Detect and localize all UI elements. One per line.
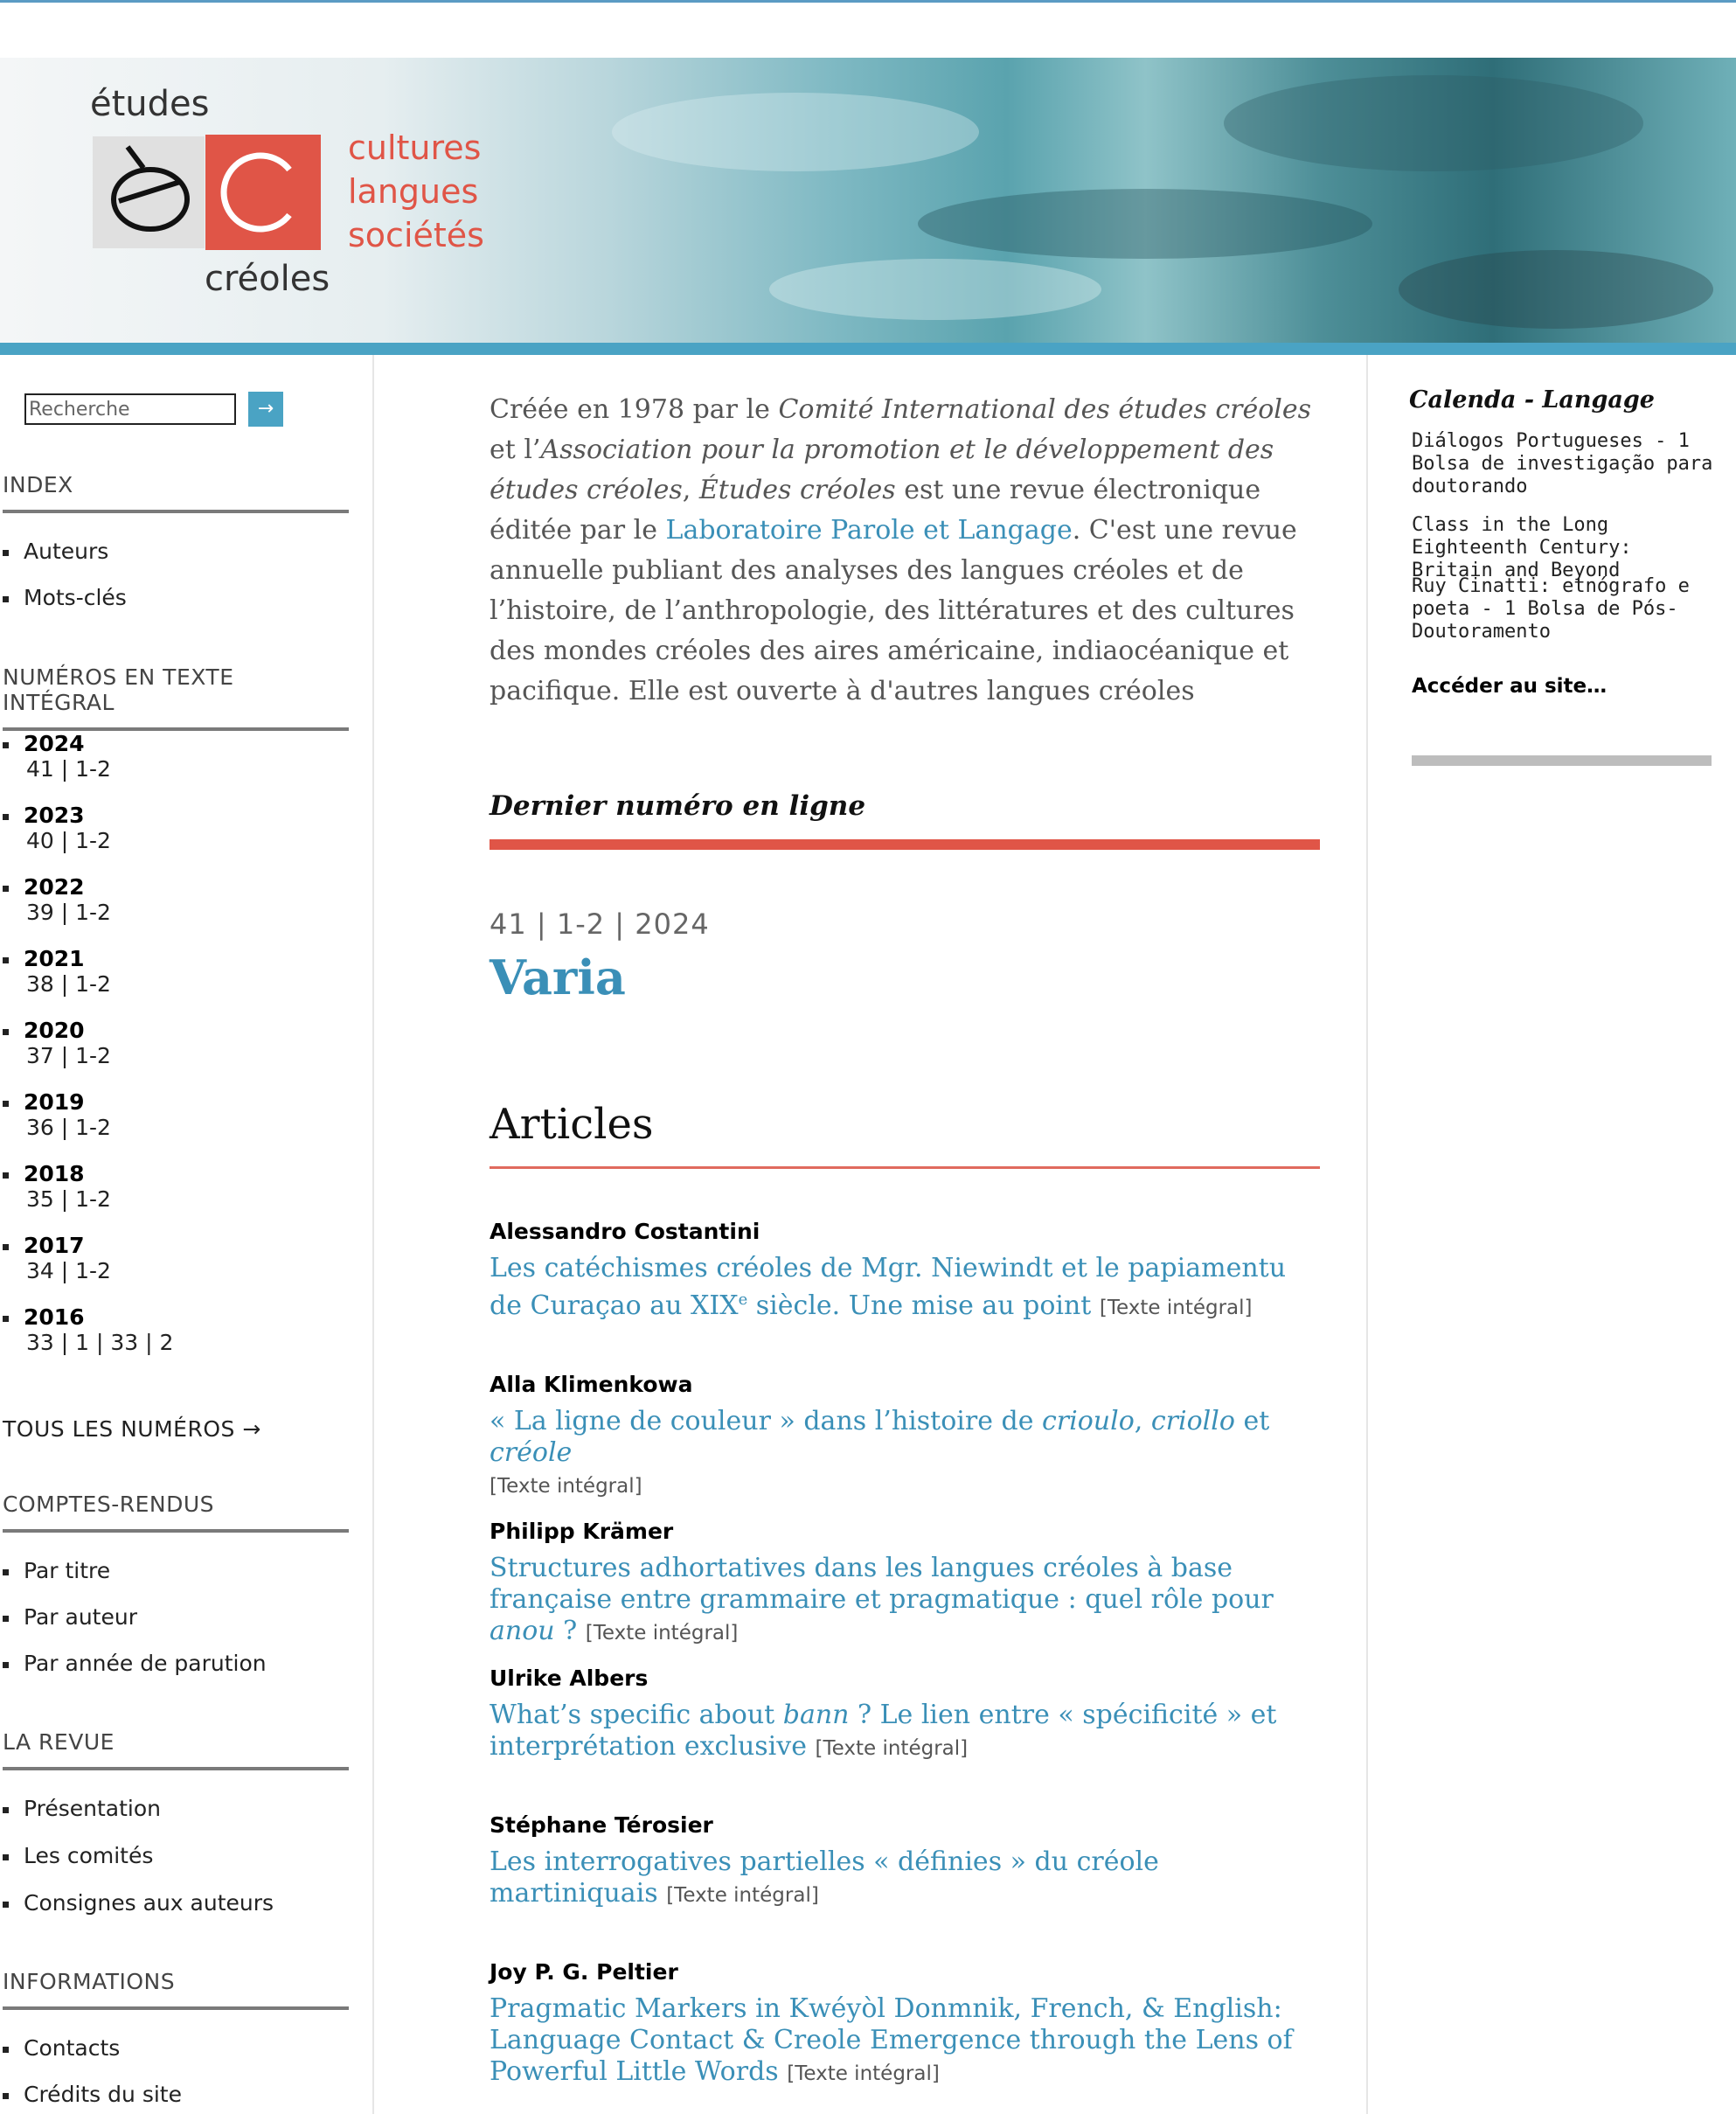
sidebar-item-par-titre[interactable] (3, 1558, 110, 1583)
search-submit-button[interactable] (248, 392, 283, 427)
logo-text-top: études (90, 84, 210, 124)
bullet-icon (3, 2047, 9, 2053)
article-title-link[interactable] (490, 1553, 1322, 1649)
bullet-icon (3, 957, 9, 963)
issue-link[interactable]: 38 | 1-2 (26, 971, 111, 997)
sidebar-item-consignes[interactable] (3, 1890, 274, 1916)
article-entry (490, 1959, 1322, 2090)
section-comptes-title: COMPTES-RENDUS (3, 1492, 349, 1533)
banner-strip (0, 343, 1736, 355)
sidebar-item-label: Présentation (24, 1796, 162, 1821)
sidebar-item-label: Crédits du site (24, 2082, 182, 2107)
year-label: 2019 (24, 1089, 85, 1115)
article-author[interactable]: Stéphane Térosier (490, 1812, 713, 1838)
intro-text: et l’ (490, 435, 541, 465)
issue-title-link[interactable]: Varia (490, 949, 626, 1005)
year-2023[interactable] (3, 803, 85, 828)
sidebar-item-mots-cles[interactable] (3, 585, 127, 610)
article-entry (490, 1372, 1322, 1502)
full-text-link[interactable]: [Texte intégral] (490, 1475, 642, 1498)
all-issues-label: TOUS LES NUMÉROS (3, 1416, 235, 1442)
article-author[interactable]: Alessandro Costantini (490, 1219, 760, 1244)
article-title-link[interactable] (490, 1846, 1322, 1911)
year-2017[interactable] (3, 1233, 85, 1258)
year-label: 2024 (24, 731, 85, 756)
intro-text: . C'est une revue annuelle publiant des analyses des langues créoles et de l’histoire, de l’anthropologie, des littératures et des cultures des mondes créoles des aires américaine, indiaocéanique et pacifique. Elle est ouverte à d'autres langues créoles (490, 515, 1297, 706)
sidebar-item-label: Consignes aux auteurs (24, 1890, 274, 1916)
title-italic: bann (782, 1700, 850, 1730)
title-italic: anou (490, 1616, 555, 1646)
bullet-icon (3, 550, 9, 556)
sidebar-item-label: Auteurs (24, 539, 109, 564)
year-2022[interactable] (3, 874, 85, 900)
bullet-icon (3, 1316, 9, 1322)
title-text: Structures adhortatives dans les langues créoles à base française entre grammaire et pragmatique : quel rôle pour (490, 1553, 1274, 1615)
year-2019[interactable] (3, 1089, 85, 1115)
article-title-link[interactable] (490, 1406, 1322, 1502)
intro-text: Créée en 1978 par le (490, 394, 779, 425)
full-text-link[interactable]: [Texte intégral] (666, 1884, 819, 1907)
bullet-icon (3, 1101, 9, 1107)
sidebar-item-comites[interactable] (3, 1843, 153, 1868)
year-2018[interactable] (3, 1161, 85, 1186)
articles-divider (490, 1166, 1320, 1169)
bullet-icon (3, 1662, 9, 1668)
issue-link[interactable]: 34 | 1-2 (26, 1258, 111, 1283)
article-entry (490, 1812, 1322, 1911)
full-text-link[interactable]: [Texte intégral] (585, 1622, 739, 1645)
sidebar-item-par-auteur[interactable] (3, 1604, 137, 1630)
sidebar-item-par-annee[interactable] (3, 1651, 267, 1676)
title-text: , (1134, 1406, 1151, 1436)
logo-tagline (348, 126, 484, 257)
title-italic: crioulo (1041, 1406, 1135, 1436)
article-title-link[interactable] (490, 1253, 1322, 1324)
year-label: 2021 (24, 946, 85, 971)
sidebar-item-label: Par auteur (24, 1604, 137, 1630)
logo-word: cultures (348, 129, 482, 167)
full-text-link[interactable]: [Texte intégral] (787, 2062, 940, 2085)
bullet-icon (3, 1172, 9, 1179)
year-label: 2018 (24, 1161, 85, 1186)
title-text: et (1234, 1406, 1270, 1436)
latest-issue-heading: Dernier numéro en ligne (490, 790, 866, 822)
bullet-icon (3, 1029, 9, 1035)
bullet-icon (3, 596, 9, 602)
calenda-item[interactable]: Ruy Cinatti: etnógrafo e poeta - 1 Bolsa de Pós-Doutoramento (1412, 575, 1690, 643)
title-italic: créole (490, 1437, 573, 1468)
bullet-icon (3, 1244, 9, 1250)
section-index-title: INDEX (3, 472, 349, 513)
issue-link[interactable]: 36 | 1-2 (26, 1115, 111, 1140)
latest-issue-divider (490, 839, 1320, 850)
section-informations-title: INFORMATIONS (3, 1969, 349, 2010)
left-sidebar (0, 355, 374, 2114)
bullet-icon (3, 1902, 9, 1908)
logo-word: langues (348, 172, 479, 211)
section-revue-title: LA REVUE (3, 1729, 349, 1770)
arrow-right-icon: → (242, 1416, 261, 1442)
calenda-site-link[interactable]: Accéder au site… (1412, 675, 1608, 698)
sidebar-item-presentation[interactable] (3, 1796, 161, 1821)
issue-number: 41 | 1-2 | 2024 (490, 907, 710, 941)
intro-text: est une revue électronique éditée par le (490, 475, 1261, 546)
calenda-item[interactable]: Class in the Long Eighteenth Century: Britain and Beyond (1412, 514, 1632, 581)
article-entry (490, 1665, 1322, 1764)
year-2020[interactable] (3, 1018, 85, 1043)
calenda-item[interactable]: Diálogos Portugueses - 1 Bolsa de investigação para doutorando (1412, 430, 1713, 497)
logo-e-mark (93, 136, 205, 248)
sidebar-item-auteurs[interactable] (3, 539, 108, 564)
all-issues-link[interactable] (3, 1416, 261, 1442)
bullet-icon (3, 1854, 9, 1860)
full-text-link[interactable]: [Texte intégral] (1099, 1297, 1253, 1319)
title-text: siècle. Une mise au point (747, 1290, 1092, 1321)
sidebar-item-label: Par année de parution (24, 1651, 267, 1676)
arrow-right-icon: → (257, 398, 274, 420)
issue-link[interactable]: 41 | 1-2 (26, 756, 111, 782)
year-label: 2017 (24, 1233, 85, 1258)
logo-c-mark (205, 135, 321, 250)
article-title-link[interactable] (490, 1700, 1322, 1764)
issue-link[interactable]: 37 | 1-2 (26, 1043, 111, 1068)
article-author[interactable]: Joy P. G. Peltier (490, 1959, 678, 1985)
lab-link[interactable]: Laboratoire Parole et Langage (665, 515, 1073, 546)
intro-emphasis: Comité International des études créoles (778, 394, 1312, 425)
title-superscript: e (738, 1290, 748, 1309)
year-label: 2022 (24, 874, 85, 900)
search-input[interactable]: Recherche (24, 393, 236, 425)
title-text: Les catéchismes créoles de Mgr. Niewindt et le papiamentu de Curaçao au XIX (490, 1253, 1287, 1321)
year-label: 2023 (24, 803, 85, 828)
articles-heading: Articles (490, 1100, 654, 1149)
sidebar-item-label: Mots-clés (24, 585, 127, 610)
intro-emphasis: Association pour la promotion et le développement des études créoles (490, 435, 1274, 505)
year-2021[interactable] (3, 946, 85, 971)
title-text: Les interrogatives partielles « définies » du créole martiniquais (490, 1846, 1159, 1909)
logo-word: sociétés (348, 216, 484, 254)
bullet-icon (3, 814, 9, 820)
year-2016[interactable] (3, 1304, 85, 1330)
bullet-icon (3, 1616, 9, 1622)
title-text: Pragmatic Markers in Kwéyòl Donmnik, French, & English: Language Contact & Creole Emergence through the Lens of Powerful Little Words (490, 1993, 1293, 2087)
title-italic: criollo (1150, 1406, 1235, 1436)
article-author[interactable]: Alla Klimenkowa (490, 1372, 693, 1397)
bullet-icon (3, 886, 9, 892)
logo-text-bottom: créoles (205, 259, 330, 299)
issue-link[interactable]: 40 | 1-2 (26, 828, 111, 853)
article-entry (490, 1219, 1322, 1324)
article-title-link[interactable] (490, 1993, 1322, 2090)
issue-link[interactable]: 35 | 1-2 (26, 1186, 111, 1212)
intro-paragraph (490, 390, 1322, 712)
issue-link[interactable]: 33 | 1 | 33 | 2 (26, 1330, 174, 1355)
bullet-icon (3, 1569, 9, 1575)
issue-link[interactable]: 39 | 1-2 (26, 900, 111, 925)
section-numeros-title: NUMÉROS EN TEXTE INTÉGRAL (3, 664, 349, 731)
year-label: 2016 (24, 1304, 85, 1330)
year-label: 2020 (24, 1018, 85, 1043)
title-text: ? Le lien entre « spécificité » et interprétation exclusive (490, 1700, 1277, 1762)
sidebar-item-credits[interactable] (3, 2082, 182, 2107)
bullet-icon (3, 1807, 9, 1813)
top-border (0, 0, 1736, 3)
article-entry (490, 1519, 1322, 1649)
intro-emphasis: Études créoles (698, 475, 896, 505)
full-text-link[interactable]: [Texte intégral] (815, 1737, 969, 1760)
article-author[interactable]: Ulrike Albers (490, 1665, 649, 1691)
sidebar-item-label: Contacts (24, 2035, 121, 2061)
intro-text: , (682, 475, 699, 505)
title-text: « La ligne de couleur » dans l’histoire de (490, 1406, 1042, 1436)
year-2024[interactable] (3, 731, 85, 756)
calenda-heading: Calenda - Langage (1409, 386, 1655, 414)
calenda-divider (1412, 755, 1712, 766)
title-text: What’s specific about (490, 1700, 783, 1730)
bullet-icon (3, 742, 9, 748)
sidebar-item-label: Par titre (24, 1558, 111, 1583)
sidebar-item-contacts[interactable] (3, 2035, 120, 2061)
right-sidebar (1366, 355, 1736, 2114)
bullet-icon (3, 2093, 9, 2099)
article-author[interactable]: Philipp Krämer (490, 1519, 674, 1544)
title-text: ? (554, 1616, 578, 1646)
sidebar-item-label: Les comités (24, 1843, 154, 1868)
